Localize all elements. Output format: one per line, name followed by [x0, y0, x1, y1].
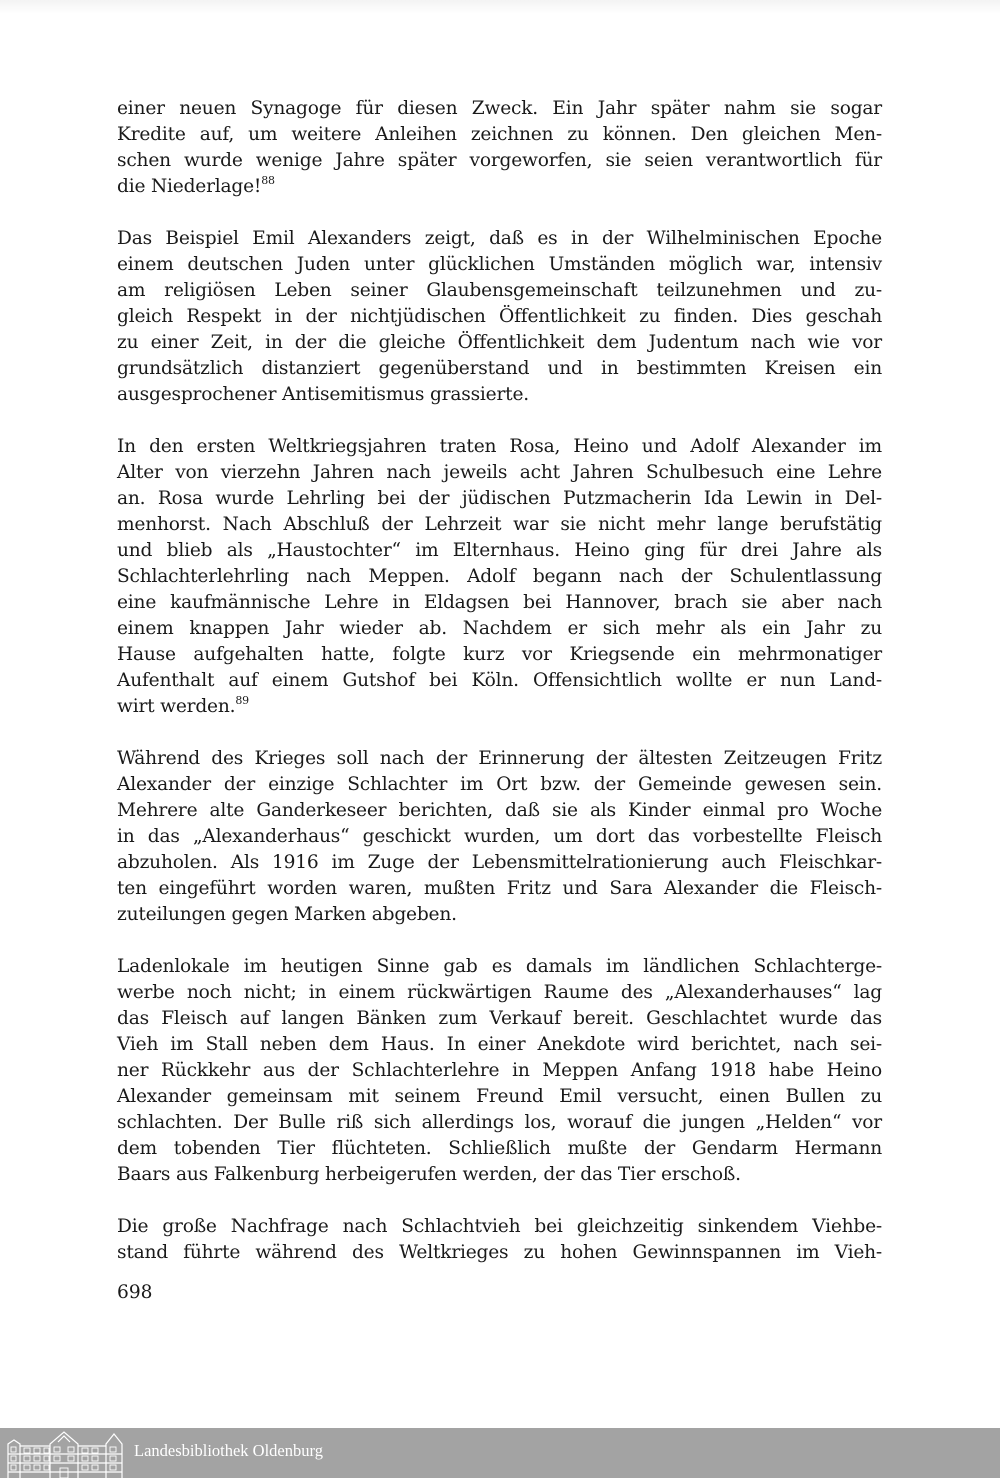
line-text: an. Rosa wurde Lehrling bei der jüdischen Putzmacherin Ida Lewin in Del- — [117, 488, 882, 509]
text-line — [117, 824, 882, 850]
text-line — [117, 1058, 882, 1084]
text-line — [117, 694, 882, 720]
line-text: werbe noch nicht; in einem rückwärtigen Raume des „Alexanderhauses“ lag — [117, 982, 882, 1003]
line-text: Die große Nachfrage nach Schlachtvieh bei gleichzeitig sinkendem Viehbe- — [117, 1216, 882, 1237]
text-line — [117, 954, 882, 980]
text-line — [117, 1214, 882, 1240]
text-line — [117, 1110, 882, 1136]
text-line — [117, 590, 882, 616]
line-text: schen wurde wenige Jahre später vorgeworfen, sie seien verantwortlich für — [117, 150, 882, 171]
paragraph — [117, 434, 882, 720]
paragraph — [117, 226, 882, 408]
text-line — [117, 668, 882, 694]
line-text: Schlachterlehrling nach Meppen. Adolf begann nach der Schulentlassung — [117, 566, 882, 587]
paragraph — [117, 1214, 882, 1266]
text-line — [117, 642, 882, 668]
line-text: Vieh im Stall neben dem Haus. In einer Anekdote wird berichtet, nach sei- — [117, 1034, 882, 1055]
library-footer-bar — [0, 1428, 1000, 1478]
text-line — [117, 512, 882, 538]
library-name: Landesbibliothek Oldenburg — [134, 1441, 323, 1460]
text-line — [117, 772, 882, 798]
text-line — [117, 434, 882, 460]
text-line — [117, 1162, 882, 1188]
text-line — [117, 226, 882, 252]
footnote-reference[interactable]: 88 — [261, 174, 275, 187]
line-text: dem tobenden Tier flüchteten. Schließlich mußte der Gendarm Hermann — [117, 1138, 882, 1159]
line-text: ner Rückkehr aus der Schlachterlehre in Meppen Anfang 1918 habe Heino — [117, 1060, 882, 1081]
paragraph — [117, 746, 882, 928]
line-text: Das Beispiel Emil Alexanders zeigt, daß es in der Wilhelminischen Epoche — [117, 228, 882, 249]
page-body — [117, 96, 882, 1266]
text-line — [117, 616, 882, 642]
line-text: stand führte während des Weltkrieges zu hohen Gewinnspannen im Vieh- — [117, 1242, 882, 1263]
text-line — [117, 486, 882, 512]
text-line — [117, 1136, 882, 1162]
line-text: einem deutschen Juden unter glücklichen Umständen möglich war, intensiv — [117, 254, 882, 275]
line-text: zu einer Zeit, in der die gleiche Öffentlichkeit dem Judentum nach wie vor — [117, 332, 882, 353]
text-line — [117, 876, 882, 902]
line-text: ten eingeführt worden waren, mußten Fritz und Sara Alexander die Fleisch- — [117, 878, 882, 899]
text-line — [117, 330, 882, 356]
line-text: das Fleisch auf langen Bänken zum Verkauf bereit. Geschlachtet wurde das — [117, 1008, 882, 1029]
line-text: Aufenthalt auf einem Gutshof bei Köln. Offensichtlich wollte er nun Land- — [117, 670, 882, 691]
line-text: die Niederlage! — [117, 176, 262, 197]
text-line — [117, 1240, 882, 1266]
text-line — [117, 1084, 882, 1110]
text-line — [117, 902, 882, 928]
text-line — [117, 148, 882, 174]
line-text: Mehrere alte Ganderkeseer berichten, daß sie als Kinder einmal pro Woche — [117, 800, 882, 821]
text-line — [117, 252, 882, 278]
line-text: in das „Alexanderhaus“ geschickt wurden, um dort das vorbestellte Fleisch — [117, 826, 882, 847]
line-text: und blieb als „Haustochter“ im Elternhaus. Heino ging für drei Jahre als — [117, 540, 882, 561]
text-line — [117, 382, 882, 408]
scan-edge — [0, 0, 1000, 14]
text-line — [117, 1032, 882, 1058]
line-text: am religiösen Leben seiner Glaubensgemeinschaft teilzunehmen und zu- — [117, 280, 882, 301]
paragraph — [117, 954, 882, 1188]
line-text: ausgesprochener Antisemitismus grassierte. — [117, 384, 529, 405]
line-text: wirt werden. — [117, 696, 236, 717]
page-number: 698 — [117, 1282, 153, 1303]
text-line — [117, 538, 882, 564]
line-text: Während des Krieges soll nach der Erinnerung der ältesten Zeitzeugen Fritz — [117, 748, 882, 769]
line-text: grundsätzlich distanziert gegenüberstand und in bestimmten Kreisen ein — [117, 358, 882, 379]
text-line — [117, 356, 882, 382]
text-line — [117, 980, 882, 1006]
text-line — [117, 96, 882, 122]
text-line — [117, 122, 882, 148]
line-text: einem knappen Jahr wieder ab. Nachdem er sich mehr als ein Jahr zu — [117, 618, 882, 639]
line-text: Alexander der einzige Schlachter im Ort bzw. der Gemeinde gewesen sein. — [117, 774, 882, 795]
line-text: Alter von vierzehn Jahren nach jeweils acht Jahren Schulbesuch eine Lehre — [117, 462, 882, 483]
line-text: Alexander gemeinsam mit seinem Freund Emil versucht, einen Bullen zu — [117, 1086, 882, 1107]
line-text: zuteilungen gegen Marken abgeben. — [117, 904, 457, 925]
line-text: Kredite auf, um weitere Anleihen zeichnen zu können. Den gleichen Men- — [117, 124, 882, 145]
line-text: schlachten. Der Bulle riß sich allerdings los, worauf die jungen „Helden“ vor — [117, 1112, 882, 1133]
paragraph — [117, 96, 882, 200]
text-line — [117, 278, 882, 304]
text-line — [117, 798, 882, 824]
line-text: Hause aufgehalten hatte, folgte kurz vor Kriegsende ein mehrmonatiger — [117, 644, 882, 665]
line-text: menhorst. Nach Abschluß der Lehrzeit war sie nicht mehr lange berufstätig — [117, 514, 882, 535]
text-line — [117, 460, 882, 486]
line-text: abzuholen. Als 1916 im Zuge der Lebensmittelrationierung auch Fleischkar- — [117, 852, 882, 873]
line-text: Ladenlokale im heutigen Sinne gab es damals im ländlichen Schlachterge- — [117, 956, 882, 977]
text-line — [117, 564, 882, 590]
text-line — [117, 850, 882, 876]
line-text: eine kaufmännische Lehre in Eldagsen bei Hannover, brach sie aber nach — [117, 592, 882, 613]
text-line — [117, 174, 882, 200]
text-line — [117, 746, 882, 772]
line-text: einer neuen Synagoge für diesen Zweck. Ein Jahr später nahm sie sogar — [117, 98, 882, 119]
line-text: gleich Respekt in der nichtjüdischen Öffentlichkeit zu finden. Dies geschah — [117, 306, 882, 327]
line-text: In den ersten Weltkriegsjahren traten Rosa, Heino und Adolf Alexander im — [117, 436, 882, 457]
text-line — [117, 1006, 882, 1032]
line-text: Baars aus Falkenburg herbeigerufen werden, der das Tier erschoß. — [117, 1164, 741, 1185]
text-line — [117, 304, 882, 330]
footnote-reference[interactable]: 89 — [235, 694, 249, 707]
library-building-icon — [6, 1430, 124, 1478]
